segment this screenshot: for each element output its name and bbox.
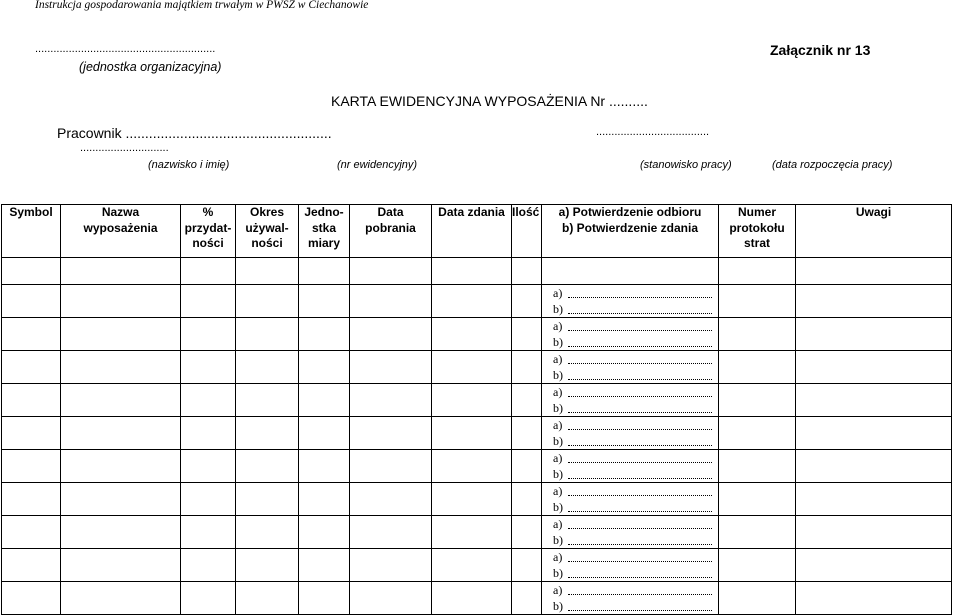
- column-header-line: przydat-: [184, 220, 232, 235]
- table-cell: [796, 450, 952, 483]
- table-cell: [796, 318, 952, 351]
- column-header-line: %: [202, 205, 214, 219]
- table-cell: [796, 351, 952, 384]
- column-header-line: ności: [192, 236, 224, 250]
- confirmation-marker: b): [553, 401, 563, 415]
- return-confirmation-line[interactable]: [542, 532, 718, 548]
- receipt-confirmation-line[interactable]: [542, 417, 718, 433]
- column-header-line: Data: [377, 205, 404, 219]
- column-header-line: Jedno-: [304, 205, 344, 219]
- receipt-confirmation-line[interactable]: [542, 285, 718, 301]
- signature-dotted-line: [568, 379, 712, 380]
- table-cell: [181, 582, 236, 615]
- table-cell: [61, 285, 181, 318]
- signature-dotted-line: [568, 594, 712, 595]
- confirmation-marker: b): [553, 566, 563, 580]
- column-header-issue-date: [350, 205, 432, 258]
- signature-dotted-line: [568, 544, 712, 545]
- table-cell: [181, 285, 236, 318]
- field-label-position: (stanowisko pracy): [640, 159, 732, 171]
- table-row: [2, 450, 952, 483]
- table-cell: [432, 417, 512, 450]
- table-cell: [2, 351, 61, 384]
- return-confirmation-line[interactable]: [542, 466, 718, 482]
- table-cell: [236, 285, 299, 318]
- employee-dots-left: .............................: [80, 142, 169, 154]
- table-cell: [181, 318, 236, 351]
- table-cell: [61, 318, 181, 351]
- table-cell: [432, 582, 512, 615]
- table-cell: [512, 549, 542, 582]
- table-cell: [299, 417, 350, 450]
- return-confirmation-line[interactable]: [542, 367, 718, 383]
- table-cell: [432, 384, 512, 417]
- table-cell: [512, 384, 542, 417]
- table-cell: [796, 483, 952, 516]
- return-confirmation-line[interactable]: [542, 400, 718, 416]
- table-cell: [181, 450, 236, 483]
- table-cell: [2, 582, 61, 615]
- table-cell: [236, 549, 299, 582]
- signature-dotted-line: [568, 478, 712, 479]
- receipt-confirmation-line[interactable]: [542, 384, 718, 400]
- table-cell: [796, 285, 952, 318]
- table-row: [2, 384, 952, 417]
- table-cell: [350, 351, 432, 384]
- table-cell: [181, 516, 236, 549]
- table-cell: [432, 483, 512, 516]
- confirmation-cell: [542, 450, 719, 483]
- return-confirmation-line[interactable]: [542, 301, 718, 317]
- signature-dotted-line: [568, 313, 712, 314]
- table-cell: [350, 417, 432, 450]
- confirmation-marker: b): [553, 368, 563, 382]
- table-row-blank: [2, 258, 952, 285]
- signature-dotted-line: [568, 297, 712, 298]
- column-header-line: ności: [251, 236, 283, 250]
- signature-dotted-line: [568, 495, 712, 496]
- signature-dotted-line: [568, 561, 712, 562]
- table-row: [2, 582, 952, 615]
- table-cell: [181, 417, 236, 450]
- receipt-confirmation-line[interactable]: [542, 549, 718, 565]
- table-row: [2, 549, 952, 582]
- return-confirmation-line[interactable]: [542, 334, 718, 350]
- receipt-confirmation-line[interactable]: [542, 582, 718, 598]
- table-cell: [512, 582, 542, 615]
- confirmation-marker: b): [553, 302, 563, 316]
- confirmation-cell: [542, 318, 719, 351]
- signature-dotted-line: [568, 528, 712, 529]
- table-cell: [350, 582, 432, 615]
- receipt-confirmation-line[interactable]: [542, 351, 718, 367]
- confirmation-marker: a): [553, 550, 563, 564]
- signature-dotted-line: [568, 610, 712, 611]
- column-header-quantity: [512, 205, 542, 258]
- table-cell: [61, 582, 181, 615]
- table-cell: [512, 417, 542, 450]
- table-cell: [719, 351, 796, 384]
- table-cell: [299, 516, 350, 549]
- column-header-usability: [181, 205, 236, 258]
- signature-dotted-line: [568, 462, 712, 463]
- column-header-loss-report: [719, 205, 796, 258]
- table-cell: [2, 384, 61, 417]
- table-row: [2, 318, 952, 351]
- table-cell: [2, 318, 61, 351]
- table-cell: [299, 582, 350, 615]
- table-cell: [719, 285, 796, 318]
- column-header-line: Ilość: [512, 205, 540, 219]
- table-cell: [719, 384, 796, 417]
- table-cell: [299, 318, 350, 351]
- table-cell: [350, 549, 432, 582]
- receipt-confirmation-line[interactable]: [542, 450, 718, 466]
- employee-dots-right: .....................................: [596, 126, 710, 138]
- confirmation-cell: [542, 582, 719, 615]
- signature-dotted-line: [568, 445, 712, 446]
- table-cell: [181, 351, 236, 384]
- document-header: Instrukcja gospodarowania majątkiem trwałym w PWSZ w Ciechanowie: [35, 0, 369, 11]
- column-header-line: b) Potwierdzenie zdania: [561, 220, 699, 235]
- table-cell: [236, 417, 299, 450]
- table-cell: [796, 516, 952, 549]
- table-cell: [236, 384, 299, 417]
- table-cell: [512, 450, 542, 483]
- table-cell: [796, 582, 952, 615]
- signature-dotted-line: [568, 511, 712, 512]
- table-cell: [719, 450, 796, 483]
- column-header-remarks: [796, 205, 952, 258]
- confirmation-marker: b): [553, 599, 563, 613]
- confirmation-marker: b): [553, 500, 563, 514]
- field-label-id: (nr ewidencyjny): [337, 159, 418, 171]
- confirmation-marker: a): [553, 352, 563, 366]
- confirmation-cell: [542, 351, 719, 384]
- table-cell: [2, 549, 61, 582]
- confirmation-marker: a): [553, 451, 563, 465]
- column-header-confirmation: [542, 205, 719, 258]
- table-cell: [299, 450, 350, 483]
- table-cell: [719, 318, 796, 351]
- column-header-line: miary: [307, 236, 341, 250]
- confirmation-marker: b): [553, 335, 563, 349]
- table-cell: [2, 516, 61, 549]
- table-cell: [299, 384, 350, 417]
- signature-dotted-line: [568, 412, 712, 413]
- employee-field: Pracownik .....................................................: [57, 125, 332, 141]
- column-header-usage-period: [236, 205, 299, 258]
- column-header-unit: [299, 205, 350, 258]
- column-header-line: pobrania: [365, 220, 416, 235]
- confirmation-cell: [542, 483, 719, 516]
- column-header-line: Uwagi: [855, 205, 892, 219]
- table-cell: [61, 417, 181, 450]
- column-header-line: Numer: [737, 205, 776, 219]
- field-label-name: (nazwisko i imię): [148, 159, 230, 171]
- receipt-confirmation-line[interactable]: [542, 516, 718, 532]
- table-cell: [61, 351, 181, 384]
- table-cell: [2, 450, 61, 483]
- table-cell: [719, 516, 796, 549]
- table-cell: [512, 318, 542, 351]
- confirmation-marker: a): [553, 583, 563, 597]
- equipment-table: [1, 204, 952, 615]
- table-row: [2, 417, 952, 450]
- column-header-line: Symbol: [9, 205, 53, 219]
- table-cell: [796, 384, 952, 417]
- column-header-symbol: [2, 205, 61, 258]
- table-cell: [432, 516, 512, 549]
- table-cell: [719, 582, 796, 615]
- return-confirmation-line[interactable]: [542, 565, 718, 581]
- column-header-name: [61, 205, 181, 258]
- return-confirmation-line[interactable]: [542, 598, 718, 614]
- annex-number: Załącznik nr 13: [770, 42, 871, 58]
- table-cell: [719, 417, 796, 450]
- table-cell: [236, 318, 299, 351]
- table-cell: [181, 549, 236, 582]
- table-cell: [350, 318, 432, 351]
- signature-dotted-line: [568, 346, 712, 347]
- column-header-return-date: [432, 205, 512, 258]
- table-cell: [61, 549, 181, 582]
- column-header-line: protokołu: [729, 220, 785, 235]
- table-cell: [432, 549, 512, 582]
- table-cell: [61, 483, 181, 516]
- table-cell: [350, 384, 432, 417]
- column-header-line: strat: [743, 236, 770, 250]
- table-cell: [719, 549, 796, 582]
- signature-dotted-line: [568, 429, 712, 430]
- table-row: [2, 483, 952, 516]
- table-cell: [350, 483, 432, 516]
- table-cell: [61, 384, 181, 417]
- table-cell: [432, 285, 512, 318]
- table-cell: [2, 417, 61, 450]
- table-cell: [299, 285, 350, 318]
- page-title: KARTA EWIDENCYJNA WYPOSAŻENIA Nr ..........: [331, 93, 648, 109]
- table-cell: [432, 318, 512, 351]
- table-cell: [432, 450, 512, 483]
- table-cell: [236, 483, 299, 516]
- signature-dotted-line: [568, 330, 712, 331]
- column-header-line: używal-: [245, 220, 289, 235]
- confirmation-cell: [542, 384, 719, 417]
- table-cell: [61, 450, 181, 483]
- table-row: [2, 285, 952, 318]
- confirmation-marker: b): [553, 533, 563, 547]
- table-cell: [512, 285, 542, 318]
- return-confirmation-line[interactable]: [542, 499, 718, 515]
- table-cell: [181, 384, 236, 417]
- field-label-start-date: (data rozpoczęcia pracy): [772, 159, 893, 171]
- column-header-line: Data zdania: [438, 205, 505, 219]
- column-header-line: stka: [311, 220, 337, 235]
- confirmation-marker: a): [553, 286, 563, 300]
- table-cell: [299, 549, 350, 582]
- confirmation-marker: a): [553, 418, 563, 432]
- confirmation-cell: [542, 549, 719, 582]
- table-cell: [796, 417, 952, 450]
- column-header-line: wyposażenia: [83, 220, 158, 235]
- confirmation-cell: [542, 417, 719, 450]
- table-cell: [350, 450, 432, 483]
- receipt-confirmation-line[interactable]: [542, 318, 718, 334]
- table-header-row: [2, 205, 952, 258]
- table-cell: [512, 483, 542, 516]
- signature-dotted-line: [568, 396, 712, 397]
- table-cell: [512, 351, 542, 384]
- confirmation-marker: a): [553, 517, 563, 531]
- confirmation-marker: a): [553, 319, 563, 333]
- return-confirmation-line[interactable]: [542, 433, 718, 449]
- confirmation-marker: b): [553, 434, 563, 448]
- table-cell: [796, 549, 952, 582]
- confirmation-marker: a): [553, 385, 563, 399]
- table-cell: [432, 351, 512, 384]
- table-cell: [236, 351, 299, 384]
- table-cell: [236, 582, 299, 615]
- table-cell: [350, 285, 432, 318]
- unit-label: (jednostka organizacyjna): [79, 60, 222, 74]
- table-cell: [61, 516, 181, 549]
- confirmation-cell: [542, 516, 719, 549]
- table-row: [2, 351, 952, 384]
- signature-dotted-line: [568, 363, 712, 364]
- signature-dotted-line: [568, 577, 712, 578]
- table-cell: [719, 483, 796, 516]
- table-cell: [181, 483, 236, 516]
- table-cell: [236, 450, 299, 483]
- confirmation-cell: [542, 285, 719, 318]
- table-cell: [512, 516, 542, 549]
- table-cell: [299, 351, 350, 384]
- table-cell: [2, 483, 61, 516]
- column-header-line: Nazwa: [101, 205, 140, 219]
- table-row: [2, 516, 952, 549]
- column-header-line: a) Potwierdzenie odbioru: [558, 205, 702, 219]
- table-cell: [350, 516, 432, 549]
- column-header-line: Okres: [249, 205, 285, 219]
- table-cell: [2, 285, 61, 318]
- confirmation-marker: b): [553, 467, 563, 481]
- receipt-confirmation-line[interactable]: [542, 483, 718, 499]
- unit-dots: ...........................................................: [35, 43, 216, 55]
- table-cell: [299, 483, 350, 516]
- table-cell: [236, 516, 299, 549]
- confirmation-marker: a): [553, 484, 563, 498]
